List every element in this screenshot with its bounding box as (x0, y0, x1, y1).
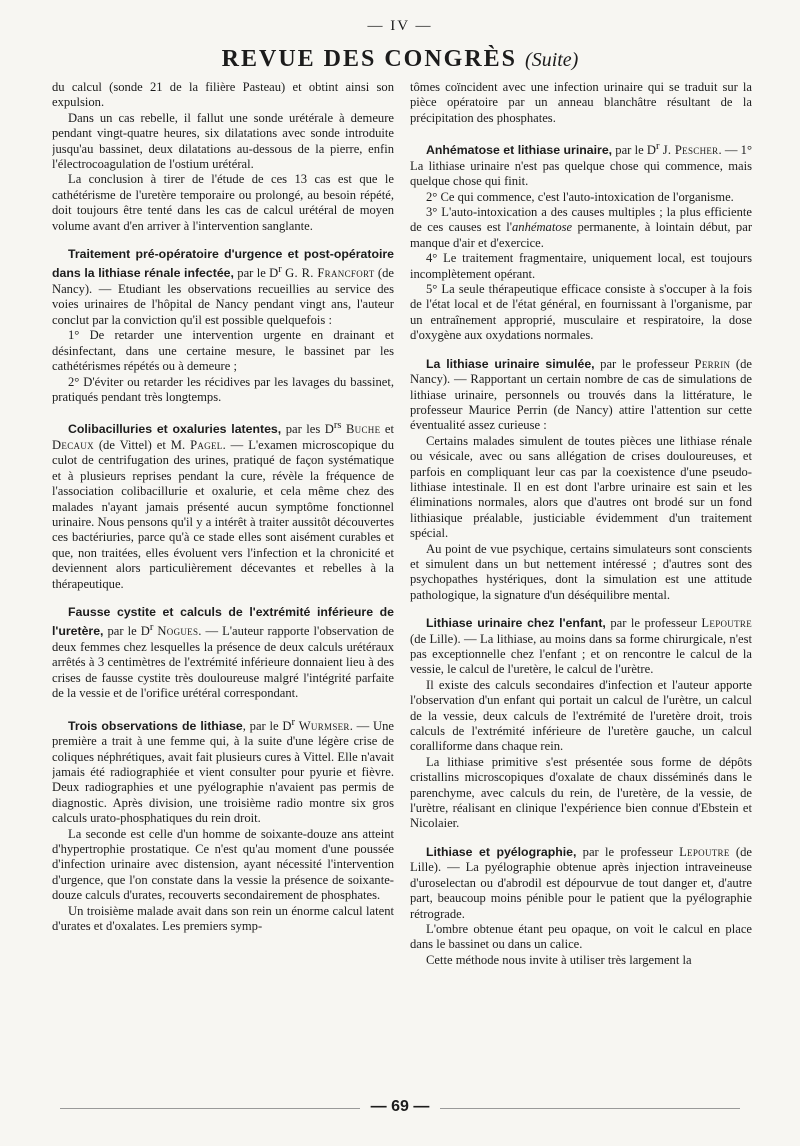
list-item (410, 205, 752, 251)
author-name: Buche (345, 422, 381, 437)
byline: par le D (612, 143, 656, 158)
paragraph: Un troisième malade avait dans son rein un énorme calcul latent d'urates et d'oxalates. Les premiers symp- (52, 903, 394, 934)
paragraph: du calcul (sonde 21 de la filière Pasteau) et obtint ainsi son expulsion. (52, 80, 394, 110)
article-text: . — 1° La lithiase urinaire n'est pas quelque chose qui commence, mais quelque chose qui finit. (410, 143, 752, 189)
list-item: 2° Ce qui commence, c'est l'auto-intoxication de l'organisme. (426, 189, 734, 204)
author-name: Wurmser (298, 718, 350, 733)
byline-sup: r (149, 622, 154, 634)
byline: par les D (281, 422, 334, 437)
article-title: Lithiase urinaire chez l'enfant, (426, 616, 606, 631)
byline: par le D (103, 624, 150, 639)
list-item: 1° De retarder une intervention urgente en drainant et désinfectant, dans une certaine mesure, le bassinet par les cathétérismes répétés ou à demeure ; (52, 328, 394, 374)
left-column (52, 80, 394, 1090)
article-text: (de Nancy). — Etudiant les observations recueillies au service des voies urinaires de l'hôpital de Nancy pendant vingt ans, l'auteur conclut par la conviction qu'il est possible quelquefois : (52, 266, 394, 327)
paragraph: La seconde est celle d'un homme de soixante-douze ans atteint d'hypertrophie prostatique. Ce n'est qu'au moment d'une poussée d'infection urinaire avec distension, ayant nécessité l'intervention d'urgence, que l'on constate dans la vessie la présence de soixante-douze calculs d'urates, recouverts secondairement de phosphates. (52, 826, 394, 903)
paragraph: Certains malades simulent de toutes pièces une lithiase rénale ou vésicale, avec ou sans allégation de crises douloureuses, et parfois en compliquant leur cas par la coexistence d'une pseudo-lithiase intestinale. Il en est dont l'arbre urinaire est sain et les éliminations normales, alors que d'autres ont brodé sur un fond lithiasique préalable, justiciable évidemment d'un traitement spécial. (410, 433, 752, 541)
byline: , par le D (242, 718, 292, 733)
paragraph: La lithiase primitive s'est présentée sous forme de dépôts cristallins microscopiques d'oxalate de chaux disséminés dans le parenchyme, avec calculs du rein, de l'uretère, de la vessie, de l'urètre, réalisant en clinique l'expérience bien connue d'Ebstein et Nicolaier. (410, 754, 752, 831)
list-item: 5° La seule thérapeutique efficace consiste à s'occuper à la fois de l'état local et de l'état général, en fournissant à l'organisme, par un entraînement approprié, musculaire et respiratoire, la dose d'oxygène aux oxydations normales. (410, 282, 752, 343)
header-suite: (Suite) (525, 49, 579, 71)
article-text: (de Lille). — La pyélographie obtenue après injection intraveineuse d'uroselectan ou d'abrodil est dépourvue de tout danger et, d'autre part, beaucoup moins pénible pour le patient que la pyélographie rétrograde. (410, 844, 752, 921)
article-text: (de Nancy). — Rapportant un certain nombre de cas de simulations de lithiase urinaire, personnels ou trouvés dans la littérature, le professeur Maurice Perrin (de Nancy) attire l'attention sur cette éventualité assez curieuse : (410, 356, 752, 433)
emphasis: anhématose (511, 220, 573, 235)
list-text: 3° L'auto-intoxication a des causes multiples ; la plus efficiente de ces causes est l' (410, 205, 752, 235)
list-item: 4° Le traitement fragmentaire, uniquement local, est toujours incomplètement opérant. (410, 251, 752, 281)
right-column (410, 80, 752, 1090)
article-title: Lithiase et pyélographie, (426, 844, 577, 859)
author-name: J. Pescher (662, 143, 719, 158)
byline: par le professeur (594, 356, 695, 371)
paragraph: Au point de vue psychique, certains simulateurs sont conscients et simulent dans un but nettement intéressé ; d'autres sont des psychopathes hystériques, dont la simulation est une attitude pathologique, la signature d'un déséquilibre mental. (410, 541, 752, 602)
paragraph: tômes coïncident avec une infection urinaire qui se traduit sur la pièce opératoire par un anneau blanchâtre résultant de la précipitation des phosphates. (410, 80, 752, 125)
paragraph: Il existe des calculs secondaires d'infection et l'auteur apporte l'observation d'un enfant qui portait un calcul de l'urètre, un calcul de la vessie, deux calculs de l'extrémité de l'uretère droit, trois calculs de l'extrémité inférieure de l'uretère gauche, un calcul coralliforme dans chaque rein. (410, 677, 752, 754)
author-name: Lepoutre (701, 616, 752, 631)
article-text: (de Lille). — La lithiase, au moins dans sa forme chirurgicale, n'est pas exceptionnelle chez l'enfant ; et on rencontre le calcul de la vessie, le calcul de l'uretère, le calcul de l'urètre. (410, 631, 752, 677)
article-title: Traitement pré-opératoire d'urgence et post-opératoire dans la lithiase rénale infectée, (52, 247, 394, 281)
paragraph: L'ombre obtenue étant peu opaque, on voit le calcul en place dans le bassinet ou dans un calice. (410, 921, 752, 952)
article-francfort (52, 247, 394, 328)
author-name: Nogues (157, 624, 199, 639)
article-lepoutre-pyelographie (410, 845, 752, 922)
byline-connector: (de Vittel) et M. (93, 437, 191, 452)
page-number: — 69 — (370, 1098, 430, 1115)
byline: par le professeur (576, 844, 680, 859)
author-name: Pagel (190, 437, 223, 452)
article-nogues (52, 605, 394, 702)
paragraph: Dans un cas rebelle, il fallut une sonde urétérale à demeure pendant vingt-quatre heures, six dilatations avec sonde introduite jusqu'au bassinet, deux dilatations au-dessous de la pierre, enfin l'électrocoagulation de l'ostium urétéral. (52, 110, 394, 172)
article-text: . — Une première a trait à une femme qui, à la suite d'une légère crise de coliques néphrétiques, avait fait plusieurs cures à Vittel. Elle n'avait jamais été radiographiée et vient consulter pour pyurie et fièvre. Deux radiographies et une pyélographie n'avaient pas permis de diagnostic. Après division, une troisième radio montre six gros calculs urato-phosphatiques du rein droit. (52, 718, 394, 826)
list-text: permanente, à lointain début, par manque d'air et d'exercice. (410, 220, 752, 250)
article-title: Fausse cystite et calculs de l'extrémité inférieure de l'uretère, (52, 604, 394, 639)
page-header (0, 46, 800, 73)
article-buche-decaux (52, 418, 394, 592)
article-perrin (410, 357, 752, 434)
byline-connector: et (380, 422, 394, 437)
article-wurmser (52, 715, 394, 827)
paragraph: La conclusion à tirer de l'étude de ces 13 cas est que le cathétérisme de l'uretère temporaire ou prolongé, au besoin répété, doit toujours être tenté dans les cas de calcul urétéral de moyen volume avant d'en arriver à l'intervention sanglante. (52, 172, 394, 233)
article-text: . — L'examen microscopique du culot de centrifugation des urines, pratiqué de façon systématique et à plusieurs reprises pendant la cure, révèle la fréquence de l'association colibacillurie et oxalurie, et cela même chez des malades n'ayant jamais présenté aucun symptôme fonctionnel urinaire. Nous pensons qu'il y a intérêt à traiter aussitôt découvertes ces bactériuries, parce qu'à ce stade elles sont aisément curables et que, non traitées, elles évoluent vers l'infection et la chronicité et deviennent alors particulièrement décevantes et rebelles à la thérapeutique. (52, 437, 394, 591)
article-title: Colibacilluries et oxaluries latentes, (68, 422, 282, 437)
article-title: La lithiase urinaire simulée, (426, 356, 595, 371)
author-name: Lepoutre (679, 844, 730, 859)
header-title: REVUE DES CONGRÈS (221, 46, 518, 72)
article-title: Trois observations de lithiase (68, 718, 243, 733)
byline: par le professeur (605, 616, 702, 631)
byline-sup: r (291, 716, 295, 728)
list-item: 2° D'éviter ou retarder les récidives par les lavages du bassinet, pratiqués pendant très longtemps. (52, 374, 394, 404)
author-name: Decaux (52, 437, 94, 452)
author-name: G. R. Francfort (285, 266, 375, 281)
article-title: Anhématose et lithiase urinaire, (426, 143, 613, 158)
byline-sup: r (655, 141, 660, 153)
article-lepoutre-enfant (410, 616, 752, 678)
byline-sup: rs (333, 420, 342, 432)
byline-sup: r (278, 264, 282, 276)
article-pescher (410, 139, 752, 189)
article-text: . — L'auteur rapporte l'observation de deux femmes chez lesquelles la présence de deux calculs urétéraux arrêtés à 3 centimètres de l'extrémité inférieure donnaient lieu à des crises de fausse cystite très douloureuse malgré l'intégrité parfaite de la vessie et de l'orifice urétéral correspondant. (52, 624, 394, 701)
byline: par le D (233, 266, 279, 281)
page-roman-number: — IV — (367, 18, 433, 34)
author-name: Perrin (694, 356, 731, 371)
paragraph: Cette méthode nous invite à utiliser très largement la (426, 952, 692, 967)
